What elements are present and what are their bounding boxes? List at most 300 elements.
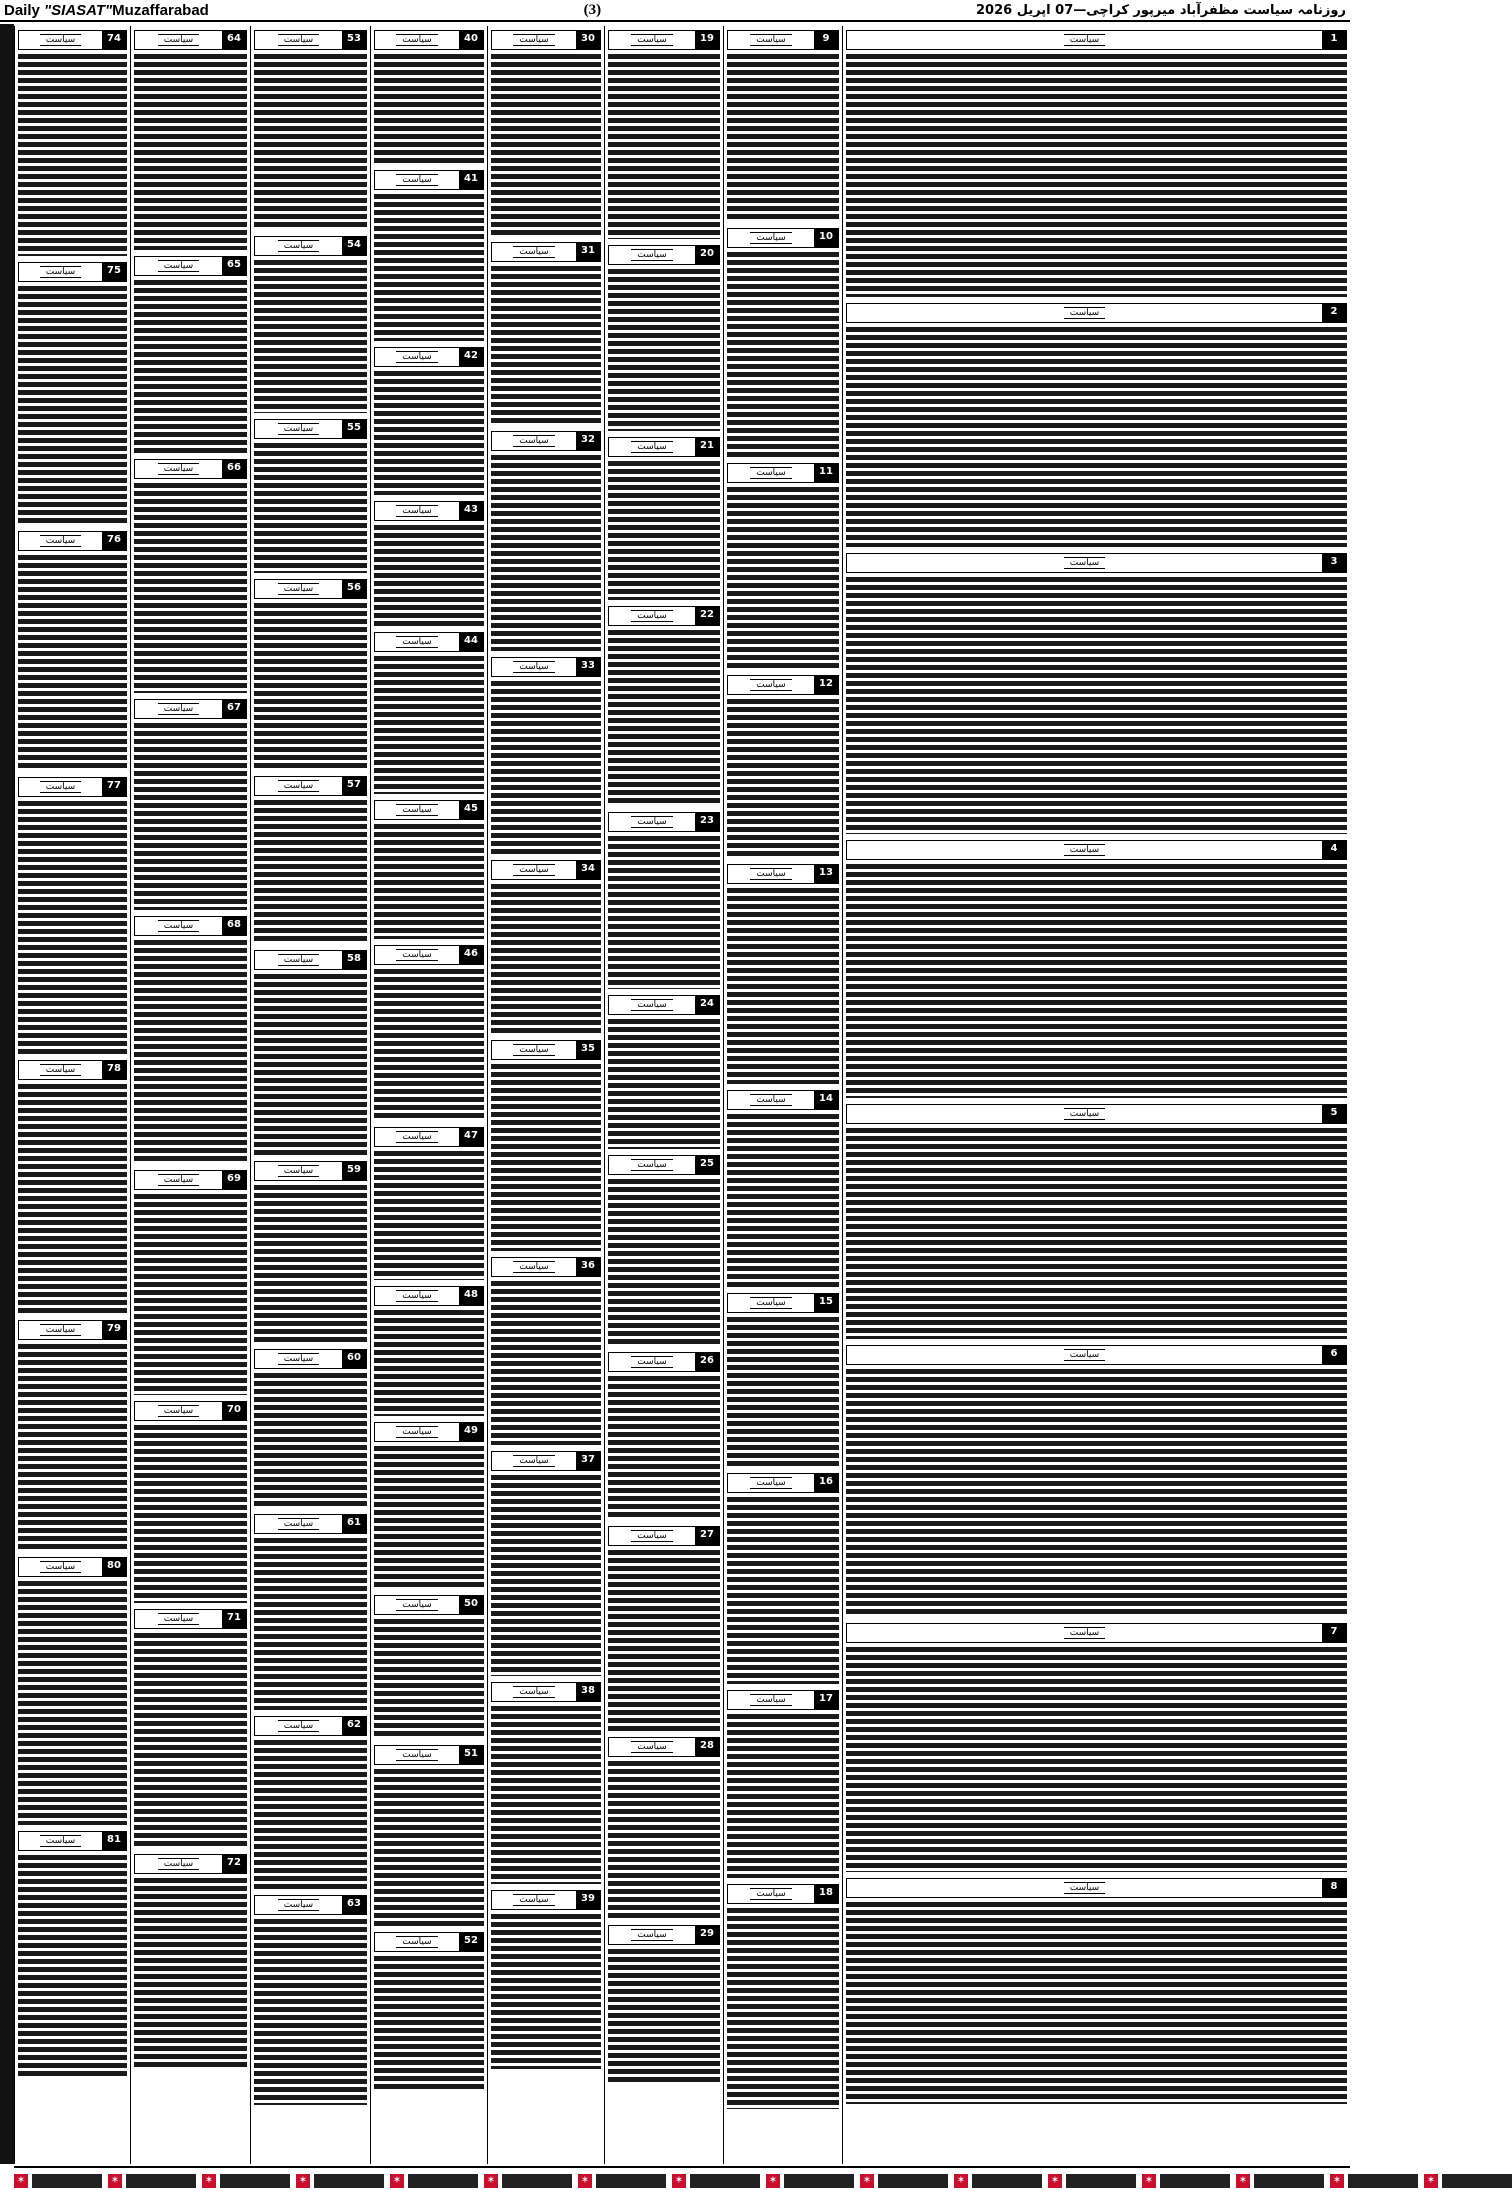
ad-logo-label: سیاست: [278, 583, 319, 595]
strip-label-box: [690, 2174, 760, 2188]
ad-number: 49: [459, 1423, 483, 1441]
star-icon: ✶: [484, 2174, 498, 2188]
ad-logo-label: سیاست: [396, 1131, 437, 1143]
ad-number: 11: [814, 464, 838, 482]
ad-number-tag: [254, 1514, 367, 1534]
ad-logo: [375, 1287, 459, 1305]
ad-logo: [375, 946, 459, 964]
ad-logo: [847, 31, 1322, 49]
classified-ad: [491, 1890, 601, 2069]
ad-number-tag: [18, 777, 127, 797]
ad-number-tag: [254, 1349, 367, 1369]
ad-logo-label: سیاست: [158, 1405, 199, 1417]
strip-segment: [1048, 2174, 1136, 2188]
ad-logo-label: سیاست: [513, 1044, 554, 1056]
ad-number: 43: [459, 502, 483, 520]
ad-number-tag: [727, 463, 839, 483]
ad-text-body: [491, 1281, 601, 1445]
ad-number: 41: [459, 171, 483, 189]
classified-ad: [134, 699, 247, 910]
ad-logo-label: سیاست: [396, 949, 437, 961]
star-icon: ✶: [202, 2174, 216, 2188]
classified-ad: [18, 1557, 127, 1825]
ad-number-tag: [374, 1745, 484, 1765]
classified-ad: [374, 1745, 484, 1926]
ad-text-body: [254, 260, 367, 413]
classified-ad: [254, 1716, 367, 1889]
classified-ad: [727, 1690, 839, 1878]
ad-number: 62: [342, 1717, 366, 1735]
ad-number-tag: [727, 1690, 839, 1710]
ad-number-tag: [608, 1526, 720, 1546]
strip-label-box: [32, 2174, 102, 2188]
ad-text-body: [727, 252, 839, 457]
ad-number: 51: [459, 1746, 483, 1764]
ad-logo-label: سیاست: [396, 1599, 437, 1611]
strip-label-box: [502, 2174, 572, 2188]
ad-text-body: [846, 1647, 1347, 1872]
classified-ad: [18, 531, 127, 771]
ad-text-body: [491, 681, 601, 854]
ad-number-tag: [254, 1895, 367, 1915]
ad-number: 59: [342, 1162, 366, 1180]
ad-logo: [609, 246, 695, 264]
ad-logo-label: سیاست: [750, 1477, 791, 1489]
ad-logo-label: سیاست: [278, 423, 319, 435]
ad-number-tag: [254, 236, 367, 256]
ad-text-body: [374, 824, 484, 939]
ad-logo-label: سیاست: [631, 816, 672, 828]
ad-logo-label: سیاست: [1064, 1882, 1105, 1894]
ad-text-body: [134, 723, 247, 910]
classified-ad: [374, 1127, 484, 1280]
ad-number-tag: [727, 1090, 839, 1110]
ad-number: 81: [102, 1832, 126, 1850]
classified-ad: [491, 1257, 601, 1445]
ad-number: 46: [459, 946, 483, 964]
ad-logo-label: سیاست: [1064, 1627, 1105, 1639]
ad-logo: [492, 1452, 576, 1470]
ad-logo: [255, 777, 342, 795]
strip-label-box: [314, 2174, 384, 2188]
ad-logo-label: سیاست: [513, 1894, 554, 1906]
ad-number-tag: [134, 1170, 247, 1190]
ad-text-body: [727, 54, 839, 222]
ad-text-body: [846, 327, 1347, 547]
classified-ad: [374, 632, 484, 794]
strip-label-box: [972, 2174, 1042, 2188]
column: [487, 26, 604, 2164]
ad-logo-label: سیاست: [278, 780, 319, 792]
strip-label-box: [1160, 2174, 1230, 2188]
ad-text-body: [18, 1581, 127, 1825]
ad-number: 12: [814, 676, 838, 694]
strip-segment: [954, 2174, 1042, 2188]
strip-segment: [1236, 2174, 1324, 2188]
ad-logo: [492, 1041, 576, 1059]
ad-number-tag: [18, 1831, 127, 1851]
ad-logo-label: سیاست: [1064, 1349, 1105, 1361]
ad-logo: [375, 1933, 459, 1951]
ad-number-tag: [134, 1401, 247, 1421]
classified-ad: [727, 1473, 839, 1684]
ad-text-body: [374, 1446, 484, 1589]
ad-text-body: [254, 443, 367, 573]
ad-number-tag: [374, 1595, 484, 1615]
strip-label-box: [878, 2174, 948, 2188]
ad-number: 17: [814, 1691, 838, 1709]
ad-number: 8: [1322, 1879, 1346, 1897]
strip-segment: [672, 2174, 760, 2188]
ad-number-tag: [491, 1682, 601, 1702]
ad-logo: [609, 31, 695, 49]
ad-number: 52: [459, 1933, 483, 1951]
classified-ad: [846, 1104, 1347, 1339]
classified-ad: [608, 30, 720, 239]
classified-ad: [608, 1925, 720, 2084]
strip-label-box: [1066, 2174, 1136, 2188]
ad-logo: [375, 1423, 459, 1441]
ad-number-tag: [727, 1293, 839, 1313]
classified-ad: [254, 1349, 367, 1508]
ad-logo: [135, 1610, 222, 1628]
ad-number: 64: [222, 31, 246, 49]
ad-logo: [375, 31, 459, 49]
ad-logo: [135, 1855, 222, 1873]
ad-logo: [19, 1832, 102, 1850]
ad-logo: [19, 31, 102, 49]
ad-text-body: [18, 1084, 127, 1314]
ad-logo-label: سیاست: [631, 34, 672, 46]
ad-logo: [847, 1879, 1322, 1897]
classified-ad: [254, 950, 367, 1155]
classified-ad: [254, 236, 367, 413]
ad-number: 80: [102, 1558, 126, 1576]
ad-number-tag: [18, 30, 127, 50]
ad-number-tag: [846, 840, 1347, 860]
classified-ad: [18, 1831, 127, 2076]
ad-number: 71: [222, 1610, 246, 1628]
ad-number: 1: [1322, 31, 1346, 49]
ad-logo: [728, 676, 814, 694]
ad-number-tag: [846, 1623, 1347, 1643]
ad-logo: [135, 31, 222, 49]
ad-logo-label: سیاست: [750, 679, 791, 691]
classified-ad: [846, 840, 1347, 1098]
ad-text-body: [491, 266, 601, 425]
ad-logo-label: سیاست: [40, 781, 81, 793]
classified-ad: [134, 1854, 247, 2070]
ad-text-body: [727, 487, 839, 669]
classified-ad: [608, 1526, 720, 1731]
ad-logo-label: سیاست: [278, 1353, 319, 1365]
ad-text-body: [846, 1902, 1347, 2104]
ad-number: 75: [102, 263, 126, 281]
ad-number: 13: [814, 865, 838, 883]
ad-logo: [135, 1402, 222, 1420]
ad-text-body: [846, 1128, 1347, 1339]
ad-logo-label: سیاست: [631, 610, 672, 622]
ad-logo: [135, 257, 222, 275]
classified-ad: [254, 579, 367, 770]
ad-number: 57: [342, 777, 366, 795]
ad-logo: [255, 951, 342, 969]
ad-logo-label: سیاست: [40, 266, 81, 278]
ad-number: 42: [459, 348, 483, 366]
ad-logo-label: سیاست: [631, 1929, 672, 1941]
ad-number: 18: [814, 1885, 838, 1903]
strip-segment: [766, 2174, 854, 2188]
ad-logo: [847, 304, 1322, 322]
strip-label-box: [1442, 2174, 1512, 2188]
ad-number-tag: [727, 864, 839, 884]
ad-text-body: [846, 577, 1347, 834]
classified-ad: [374, 501, 484, 626]
ad-logo: [609, 607, 695, 625]
ad-logo-label: سیاست: [750, 868, 791, 880]
star-icon: ✶: [1424, 2174, 1438, 2188]
classified-ad: [134, 256, 247, 453]
classified-ad: [254, 30, 367, 230]
star-icon: ✶: [108, 2174, 122, 2188]
classified-ad: [846, 1878, 1347, 2104]
star-icon: ✶: [390, 2174, 404, 2188]
ad-text-body: [254, 800, 367, 944]
ad-text-body: [254, 1373, 367, 1508]
star-icon: ✶: [1048, 2174, 1062, 2188]
ad-number: 20: [695, 246, 719, 264]
ad-number: 61: [342, 1515, 366, 1533]
ad-logo: [375, 1746, 459, 1764]
ad-number: 24: [695, 996, 719, 1014]
ad-text-body: [846, 864, 1347, 1098]
ad-logo-label: سیاست: [278, 1518, 319, 1530]
ad-logo: [255, 1515, 342, 1533]
classified-ad: [374, 800, 484, 939]
star-icon: ✶: [860, 2174, 874, 2188]
classified-ad: [608, 1155, 720, 1346]
ad-logo-label: سیاست: [631, 1741, 672, 1753]
ad-text-body: [254, 54, 367, 230]
ad-number: 2: [1322, 304, 1346, 322]
strip-segment: [1142, 2174, 1230, 2188]
ad-logo: [492, 432, 576, 450]
ad-number-tag: [374, 347, 484, 367]
bottom-ad-strip: [14, 2166, 1436, 2193]
ad-number-tag: [491, 1257, 601, 1277]
ad-text-body: [254, 1740, 367, 1889]
ad-logo: [492, 861, 576, 879]
ad-number: 32: [576, 432, 600, 450]
ad-logo: [255, 237, 342, 255]
classified-ad: [608, 606, 720, 806]
ad-logo-label: سیاست: [278, 1899, 319, 1911]
ad-logo-label: سیاست: [158, 34, 199, 46]
strip-label-box: [126, 2174, 196, 2188]
ad-logo-label: سیاست: [396, 1749, 437, 1761]
ad-number-tag: [727, 1473, 839, 1493]
ad-logo: [255, 420, 342, 438]
ad-number-tag: [846, 1878, 1347, 1898]
strip-segment: [108, 2174, 196, 2188]
ad-text-body: [18, 286, 127, 525]
ad-number-tag: [254, 419, 367, 439]
ad-number: 77: [102, 778, 126, 796]
ad-logo: [492, 1258, 576, 1276]
ad-number-tag: [727, 228, 839, 248]
ad-logo: [375, 1596, 459, 1614]
ad-text-body: [846, 1369, 1347, 1617]
ad-logo-label: سیاست: [750, 1694, 791, 1706]
column: [14, 26, 130, 2164]
paper-prefix: Daily: [4, 1, 40, 19]
ad-number: 27: [695, 1527, 719, 1545]
classified-ad: [134, 916, 247, 1164]
ad-number-tag: [374, 1422, 484, 1442]
ad-number-tag: [134, 459, 247, 479]
classified-ad: [608, 437, 720, 600]
star-icon: ✶: [1236, 2174, 1250, 2188]
ad-number-tag: [491, 1451, 601, 1471]
ad-logo: [609, 996, 695, 1014]
strip-label-box: [408, 2174, 478, 2188]
classified-ad: [608, 1737, 720, 1919]
ad-logo: [728, 1474, 814, 1492]
ad-logo: [847, 1346, 1322, 1364]
ad-number: 37: [576, 1452, 600, 1470]
ad-logo: [255, 1162, 342, 1180]
classified-ad: [727, 463, 839, 669]
ad-text-body: [727, 699, 839, 858]
star-icon: ✶: [14, 2174, 28, 2188]
ad-text-body: [608, 630, 720, 806]
ad-number: 53: [342, 31, 366, 49]
ad-text-body: [134, 1194, 247, 1395]
ad-logo-label: سیاست: [750, 1094, 791, 1106]
ad-logo: [847, 554, 1322, 572]
classified-ad: [846, 303, 1347, 547]
ad-number-tag: [254, 30, 367, 50]
ad-number-tag: [374, 945, 484, 965]
ad-number: 22: [695, 607, 719, 625]
ad-logo: [728, 464, 814, 482]
ad-text-body: [727, 1497, 839, 1684]
ad-logo: [728, 1885, 814, 1903]
ad-logo-label: سیاست: [1064, 34, 1105, 46]
ad-number: 29: [695, 1926, 719, 1944]
ad-number: 15: [814, 1294, 838, 1312]
ad-text-body: [608, 1761, 720, 1919]
column: [842, 26, 1350, 2164]
strip-label-box: [784, 2174, 854, 2188]
ad-logo: [728, 229, 814, 247]
classified-ad: [608, 1352, 720, 1520]
ad-text-body: [374, 525, 484, 626]
ad-number-tag: [134, 1854, 247, 1874]
classified-ad: [134, 1170, 247, 1395]
ad-logo: [135, 460, 222, 478]
ad-logo-label: سیاست: [1064, 1108, 1105, 1120]
ad-number: 70: [222, 1402, 246, 1420]
classified-ad: [374, 1286, 484, 1416]
ad-number: 60: [342, 1350, 366, 1368]
ad-number-tag: [374, 1127, 484, 1147]
classified-ad: [491, 1451, 601, 1676]
ad-number-tag: [374, 800, 484, 820]
classified-ad: [491, 1682, 601, 1884]
ad-logo: [19, 1321, 102, 1339]
ad-text-body: [134, 1878, 247, 2070]
ad-logo: [375, 171, 459, 189]
classified-ad: [846, 1345, 1347, 1617]
ad-number-tag: [608, 1352, 720, 1372]
ad-number-tag: [374, 30, 484, 50]
ad-number: 50: [459, 1596, 483, 1614]
ad-logo-label: سیاست: [158, 920, 199, 932]
classified-ad: [18, 30, 127, 256]
strip-label-box: [596, 2174, 666, 2188]
classified-ad: [254, 419, 367, 573]
ad-logo: [609, 1353, 695, 1371]
ad-number: 72: [222, 1855, 246, 1873]
ad-logo-label: سیاست: [40, 34, 81, 46]
ad-number-tag: [846, 30, 1347, 50]
ad-number-tag: [18, 1060, 127, 1080]
ad-logo-label: سیاست: [513, 246, 554, 258]
star-icon: ✶: [672, 2174, 686, 2188]
ad-number: 55: [342, 420, 366, 438]
classified-ad: [727, 1884, 839, 2109]
ad-logo-label: سیاست: [513, 1455, 554, 1467]
ad-logo: [255, 1717, 342, 1735]
ad-logo: [135, 1171, 222, 1189]
ad-number-tag: [491, 657, 601, 677]
ad-logo-label: سیاست: [396, 505, 437, 517]
ad-logo: [492, 1683, 576, 1701]
ad-logo: [255, 31, 342, 49]
ad-number-tag: [608, 1925, 720, 1945]
paper-city: Muzaffarabad: [112, 1, 209, 19]
ad-logo: [609, 1527, 695, 1545]
ad-logo-label: سیاست: [396, 34, 437, 46]
star-icon: ✶: [578, 2174, 592, 2188]
ad-text-body: [254, 603, 367, 770]
strip-segment: [14, 2174, 102, 2188]
ad-logo: [255, 1350, 342, 1368]
classified-ad: [134, 1401, 247, 1603]
ad-number: 47: [459, 1128, 483, 1146]
ad-number-tag: [608, 1155, 720, 1175]
ad-number-tag: [374, 1932, 484, 1952]
classified-ad: [18, 1060, 127, 1314]
ad-logo: [609, 1156, 695, 1174]
star-icon: ✶: [954, 2174, 968, 2188]
ad-text-body: [727, 1714, 839, 1878]
ad-number-tag: [491, 1890, 601, 1910]
column: [723, 26, 842, 2164]
ad-number: 30: [576, 31, 600, 49]
classified-ad: [374, 347, 484, 495]
ad-logo: [375, 502, 459, 520]
ad-logo-label: سیاست: [750, 232, 791, 244]
ad-text-body: [134, 1633, 247, 1848]
ad-number: 31: [576, 243, 600, 261]
ad-logo: [19, 1558, 102, 1576]
ad-number: 68: [222, 917, 246, 935]
ad-text-body: [608, 1376, 720, 1520]
ad-number-tag: [374, 1286, 484, 1306]
ad-logo-label: سیاست: [40, 1561, 81, 1573]
